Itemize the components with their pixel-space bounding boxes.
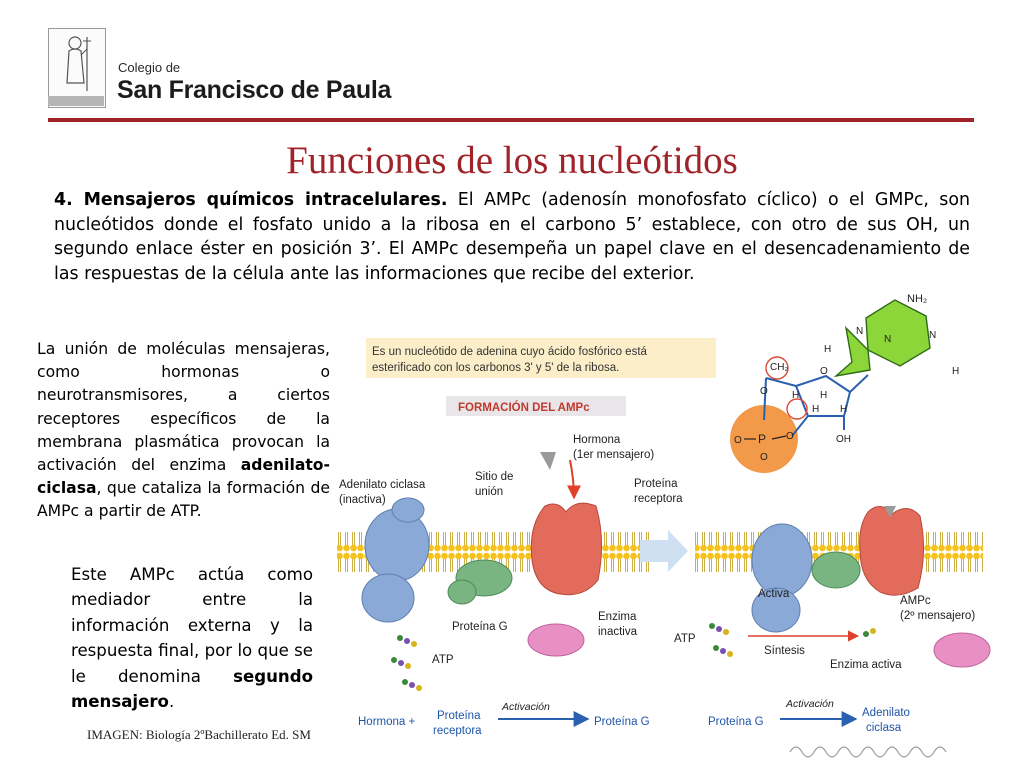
- intro-paragraph: [54, 188, 970, 286]
- o-label-4: O: [760, 452, 768, 463]
- label-sitio: Sitio de: [475, 471, 514, 483]
- label-activa: Activa: [758, 588, 790, 600]
- o-label-1: O: [760, 386, 768, 397]
- adenine-ring-6: [866, 300, 930, 366]
- o-label-2: O: [786, 431, 794, 442]
- atp-molecules-left: [391, 635, 422, 691]
- receptor-protein-left: [531, 503, 601, 595]
- flow-receptora: receptora: [433, 725, 482, 737]
- label-hormona: Hormona: [573, 434, 621, 446]
- h-label-3: H: [792, 390, 800, 401]
- flow-hormona: Hormona +: [358, 716, 416, 728]
- ch2-label: CH₂: [770, 362, 789, 373]
- label-enzima-inactiva: inactiva: [598, 626, 637, 638]
- p-label: P: [758, 432, 767, 446]
- school-label: Colegio de: [118, 60, 181, 75]
- label-enzima-activa: Enzima activa: [830, 659, 902, 671]
- label-union: unión: [475, 486, 504, 498]
- hormone-arrow: [570, 460, 574, 498]
- label-adenilato: Adenilato ciclasa: [339, 479, 426, 491]
- section-title: FORMACIÓN DEL AMPc: [458, 402, 590, 414]
- label-ampc: AMPc: [900, 595, 931, 607]
- messenger-text: Este AMPc actúa como mediador entre la información externa y la respuesta final, por lo que se le denomina: [71, 565, 313, 686]
- h-label-4: H: [820, 390, 828, 401]
- h-label-2: H: [952, 366, 960, 377]
- adenylate-cyclase-left: [362, 498, 429, 622]
- flow-ciclasa: ciclasa: [866, 722, 902, 734]
- receptor-text-end: , que cataliza la formación de AMPc a partir de ATP.: [37, 479, 330, 521]
- intro-body: El AMPc (adenosín monofosfato cíclico) o el GMPc, son nucleótidos donde el fosfato unido a la ribosa en el carbono 5’ establece, con otro de sus OH, un segundo enlace éster en posición 3’. El AMPc desempeña un papel clave en el desencadenamiento de las respuestas de la célula ante las informaciones que recibe del exterior.: [54, 190, 970, 284]
- g-protein-active: [812, 552, 860, 588]
- n-label: N: [929, 330, 937, 341]
- receptor-text: La unión de moléculas mensajeras, como hormonas o neurotransmisores, a ciertos receptores específicos de la membrana plasmática provocan la activación del enzima: [37, 340, 330, 475]
- hormone-shape: [540, 452, 556, 470]
- oh-label: OH: [836, 434, 851, 445]
- n-label-3: N: [856, 326, 864, 337]
- decorative-border: [790, 747, 946, 757]
- active-enzyme: [934, 633, 990, 667]
- h-label-5: H: [840, 404, 848, 415]
- messenger-bold-term: segundo mensajero: [71, 666, 313, 712]
- adenine-ring-5: [836, 328, 870, 376]
- adenylate-cyclase-active: [752, 524, 812, 632]
- logo-base: [48, 96, 104, 106]
- saint-figure-icon: [49, 29, 105, 97]
- label-atp-right: ATP: [674, 633, 696, 645]
- image-credit: IMAGEN: Biología 2ºBachillerato Ed. SM: [87, 727, 311, 742]
- second-messenger-paragraph: [71, 562, 313, 714]
- label-proteina-g: Proteína G: [452, 621, 508, 633]
- intro-heading: 4. Mensajeros químicos intracelulares.: [54, 190, 448, 210]
- flow-proteina-a-g: Proteína G: [708, 716, 764, 728]
- flow-proteina: Proteína: [437, 710, 481, 722]
- o-label-ring: O: [820, 366, 828, 377]
- flow-activacion-1: Activación: [502, 701, 550, 713]
- ampc-formation-diagram: [334, 292, 1024, 768]
- messenger-text-end: .: [168, 692, 175, 712]
- o-label-3: O: [734, 435, 742, 446]
- label-sintesis: Síntesis: [764, 645, 805, 657]
- note-line-2: esterificado con los carbonos 3' y 5' de la ribosa.: [372, 362, 620, 374]
- label-segundo-mensajero: (2º mensajero): [900, 610, 976, 622]
- receptor-bold-term: adenilato-ciclasa: [37, 456, 330, 498]
- label-primer-mensajero: (1er mensajero): [573, 449, 655, 461]
- receptor-paragraph: [37, 338, 330, 524]
- n-label-2: N: [884, 334, 892, 345]
- label-adenilato-state: (inactiva): [339, 494, 386, 506]
- inactive-enzyme-left: [528, 624, 584, 656]
- label-proteina: Proteína: [634, 478, 678, 490]
- nh2-label: NH₂: [907, 293, 928, 305]
- flow-adenilato: Adenilato: [862, 707, 910, 719]
- receptor-protein-right: [860, 506, 924, 595]
- carbon3-highlight: [787, 399, 807, 419]
- page-title: Funciones de los nucleótidos: [286, 139, 738, 182]
- header-divider: [48, 118, 974, 122]
- note-line-1: Es un nucleótido de adenina cuyo ácido fosfórico está: [372, 346, 647, 358]
- camp-molecule: [730, 293, 959, 473]
- h-label-6: H: [812, 404, 820, 415]
- flow-proteina-g: Proteína G: [594, 716, 650, 728]
- flow-activacion-2: Activación: [786, 698, 834, 710]
- school-name: San Francisco de Paula: [117, 76, 392, 104]
- label-receptora: receptora: [634, 493, 683, 505]
- h-label-1: H: [824, 344, 832, 355]
- label-enzima: Enzima: [598, 611, 637, 623]
- label-atp: ATP: [432, 654, 454, 666]
